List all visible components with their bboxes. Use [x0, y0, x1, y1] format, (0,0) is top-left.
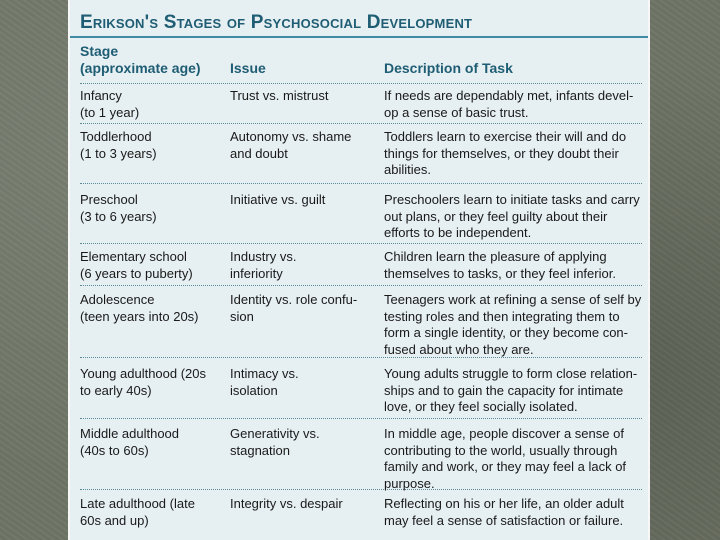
header-issue: Issue	[230, 60, 266, 76]
issue-cell: Initiative vs. guilt	[230, 192, 326, 207]
description-cell: Young adults struggle to form close relation- ships and to gain the capacity for intimate love, or they feel socially isolated.	[384, 366, 638, 414]
document-page	[68, 0, 650, 540]
title-rule	[70, 36, 648, 38]
issue-cell: Intimacy vs. isolation	[230, 366, 299, 398]
stage-cell: Elementary school (6 years to puberty)	[80, 249, 193, 281]
description-cell: If needs are dependably met, infants devel- op a sense of basic trust.	[384, 88, 634, 120]
table-row	[80, 244, 642, 286]
stage-cell: Infancy (to 1 year)	[80, 88, 140, 120]
stage-cell: Late adulthood (late 60s and up)	[80, 496, 195, 528]
table-row	[80, 419, 642, 490]
description-cell: Reflecting on his or her life, an older adult may feel a sense of satisfaction or failure.	[384, 496, 624, 528]
issue-cell: Industry vs. inferiority	[230, 249, 297, 281]
table-row	[80, 490, 642, 534]
table-row	[80, 84, 642, 124]
issue-cell: Trust vs. mistrust	[230, 88, 329, 103]
page-title: Erikson's Stages of Psychosocial Development	[80, 12, 473, 33]
table-row	[80, 358, 642, 419]
table-row	[80, 286, 642, 358]
stage-cell: Adolescence (teen years into 20s)	[80, 292, 199, 324]
issue-cell: Integrity vs. despair	[230, 496, 343, 511]
description-cell: Children learn the pleasure of applying themselves to tasks, or they feel inferior.	[384, 249, 616, 281]
issue-cell: Autonomy vs. shame and doubt	[230, 129, 352, 161]
header-stage: Stage (approximate age)	[80, 43, 201, 76]
stage-cell: Young adulthood (20s to early 40s)	[80, 366, 207, 398]
stage-cell: Preschool (3 to 6 years)	[80, 192, 157, 224]
stages-table	[80, 40, 642, 534]
description-cell: Toddlers learn to exercise their will and do things for themselves, or they doubt their abilities.	[384, 129, 627, 177]
issue-cell: Identity vs. role confu- sion	[230, 292, 358, 324]
table-row	[80, 184, 642, 244]
issue-cell: Generativity vs. stagnation	[230, 426, 320, 458]
stage-cell: Middle adulthood (40s to 60s)	[80, 426, 180, 458]
stage-cell: Toddlerhood (1 to 3 years)	[80, 129, 157, 161]
table-header-row	[80, 40, 642, 84]
description-cell: In middle age, people discover a sense of contributing to the world, usually through family and work, or they may feel a lack of purpose.	[384, 426, 627, 491]
description-cell: Preschoolers learn to initiate tasks and carry out plans, or they feel guilty about their efforts to be independent.	[384, 192, 640, 240]
table-row	[80, 124, 642, 184]
description-cell: Teenagers work at refining a sense of self by testing roles and then integrating them to form a single identity, or they become con- fused about who they are.	[384, 292, 642, 357]
header-description: Description of Task	[384, 60, 513, 76]
